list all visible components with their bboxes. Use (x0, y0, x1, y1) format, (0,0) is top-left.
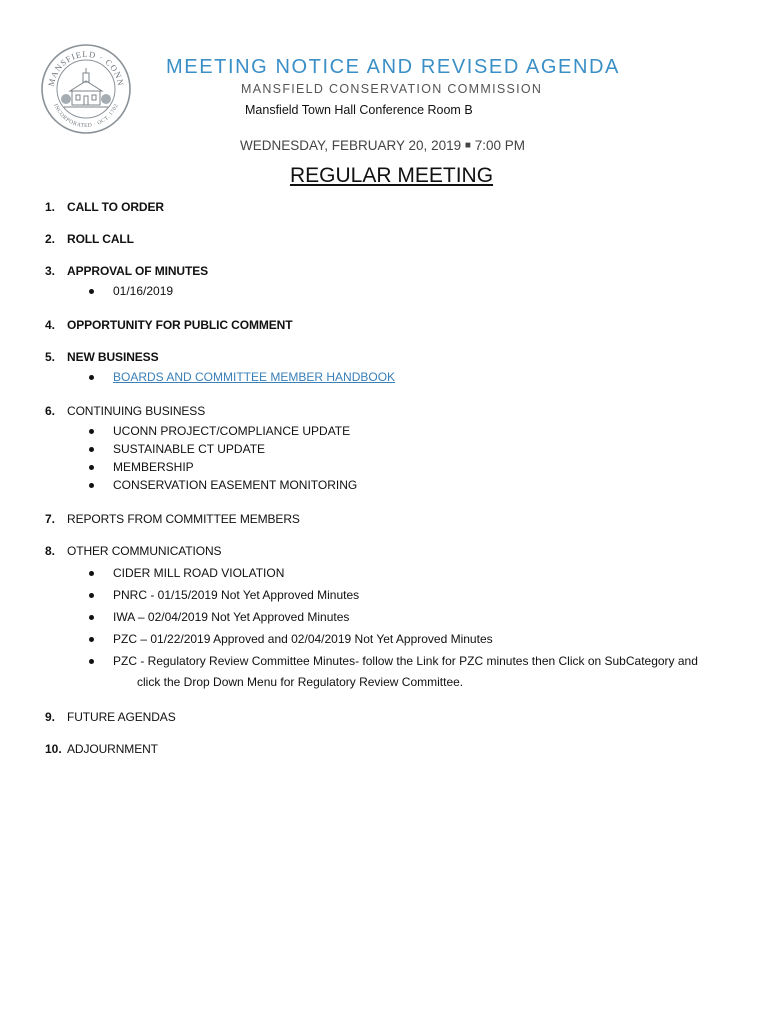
agenda-item-reports (45, 512, 735, 526)
meeting-datetime (240, 138, 525, 153)
bullet-list (45, 282, 735, 300)
list-item-continuation: click the Drop Down Menu for Regulatory Review Committee. (137, 675, 464, 689)
agenda-item-approval-of-minutes (45, 264, 735, 300)
agenda-item-number: 1. (45, 200, 56, 214)
agenda-item-label: ADJOURNMENT (67, 742, 158, 756)
meeting-time: 7:00 PM (474, 138, 525, 153)
agenda-item-new-business (45, 350, 735, 386)
bullet-list (45, 562, 735, 692)
svg-text:MANSFIELD · CONN: MANSFIELD · CONN (45, 48, 126, 88)
agenda-item-label: NEW BUSINESS (67, 350, 159, 364)
list-item: SUSTAINABLE CT UPDATE (87, 440, 735, 458)
town-seal-logo (40, 43, 132, 135)
document-title: MEETING NOTICE AND REVISED AGENDA (166, 56, 620, 78)
list-item: IWA – 02/04/2019 Not Yet Approved Minutes (87, 606, 735, 628)
handbook-link[interactable]: BOARDS AND COMMITTEE MEMBER HANDBOOK (113, 370, 396, 384)
bullet-list (45, 368, 735, 386)
agenda-item-label: CONTINUING BUSINESS (67, 404, 206, 418)
svg-text:INCORPORATED · OCT. 1702: INCORPORATED · OCT. 1702 (52, 103, 120, 130)
agenda-item-label: ROLL CALL (67, 232, 134, 246)
bullet-list (45, 422, 735, 494)
agenda-item-number: 3. (45, 264, 56, 278)
agenda-item-number: 4. (45, 318, 56, 332)
list-item: MEMBERSHIP (87, 458, 735, 476)
list-item-text: PZC - Regulatory Review Committee Minutes- follow the Link for PZC minutes then Click on SubCategory and (113, 654, 698, 668)
agenda-item-number: 9. (45, 710, 56, 724)
agenda-item-number: 8. (45, 544, 56, 558)
agenda-item-number: 6. (45, 404, 56, 418)
list-item: 01/16/2019 (87, 282, 735, 300)
list-item: PZC – 01/22/2019 Approved and 02/04/2019 Not Yet Approved Minutes (87, 628, 735, 650)
agenda-item-number: 5. (45, 350, 56, 364)
agenda-item-label: CALL TO ORDER (67, 200, 164, 214)
list-item: CIDER MILL ROAD VIOLATION (87, 562, 735, 584)
agenda-list (45, 200, 735, 774)
agenda-item-label: OTHER COMMUNICATIONS (67, 544, 222, 558)
list-item: UCONN PROJECT/COMPLIANCE UPDATE (87, 422, 735, 440)
commission-name: MANSFIELD CONSERVATION COMMISSION (241, 82, 543, 96)
agenda-item-number: 2. (45, 232, 56, 246)
agenda-item-call-to-order (45, 200, 735, 214)
agenda-item-label: REPORTS FROM COMMITTEE MEMBERS (67, 512, 300, 526)
meeting-date: WEDNESDAY, FEBRUARY 20, 2019 (240, 138, 462, 153)
agenda-item-number: 7. (45, 512, 56, 526)
agenda-item-continuing-business (45, 404, 735, 494)
agenda-item-label: OPPORTUNITY FOR PUBLIC COMMENT (67, 318, 293, 332)
list-item: PNRC - 01/15/2019 Not Yet Approved Minutes (87, 584, 735, 606)
agenda-item-other-communications (45, 544, 735, 692)
agenda-item-number: 10. (45, 742, 62, 756)
meeting-type-heading: REGULAR MEETING (290, 164, 494, 187)
agenda-item-roll-call (45, 232, 735, 246)
agenda-item-adjournment (45, 742, 735, 756)
date-separator: ■ (464, 140, 471, 151)
agenda-item-future-agendas (45, 710, 735, 724)
agenda-item-label: APPROVAL OF MINUTES (67, 264, 208, 278)
agenda-item-public-comment (45, 318, 735, 332)
meeting-location: Mansfield Town Hall Conference Room B (245, 103, 473, 117)
list-item: CONSERVATION EASEMENT MONITORING (87, 476, 735, 494)
list-item (87, 650, 735, 692)
agenda-item-label: FUTURE AGENDAS (67, 710, 176, 724)
handbook-link-item (87, 368, 735, 386)
